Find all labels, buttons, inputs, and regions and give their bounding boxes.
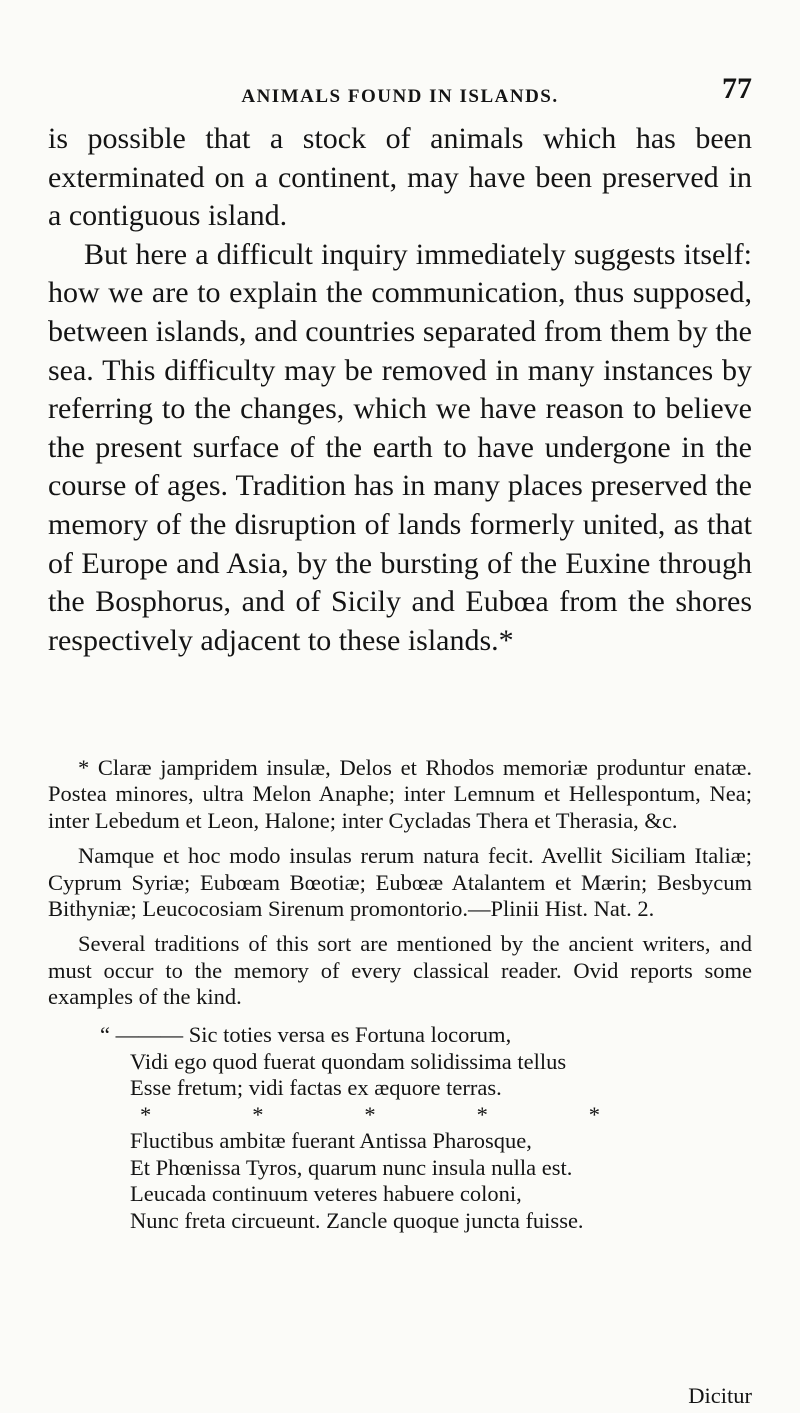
poem-line: Nunc freta circueunt. Zancle quoque juncta fuisse. — [130, 1207, 584, 1233]
body-paragraph: is possible that a stock of animals which has been exterminated on a continent, may have been preserved in a contiguous island. — [48, 122, 752, 233]
poem-line: Leucada continuum veteres habuere coloni, — [130, 1181, 522, 1206]
catchword: Dicitur — [688, 1383, 752, 1408]
footnote: Several traditions of this sort are mentioned by the ancient writers, and must occur to the memory of every classical reader. Ovid reports some examples of the kind. — [48, 931, 752, 1010]
body-paragraph: But here a difficult inquiry immediately suggests itself: how we are to explain the communication, thus supposed, between islands, and countries separated from them by the sea. This difficulty may be removed in many instances by referring to the changes, which we have reason to believe the present surface of the earth to have undergone in the course of ages. Tradition has in many places preserved the memory of the disruption of lands formerly united, as that of Europe and Asia, by the bursting of the Euxine through the Bosphorus, and of Sicily and Eubœa from the shores respectively adjacent to these islands.* — [48, 237, 752, 657]
poem-line: Vidi ego quod fuerat quondam solidissima tellus — [130, 1048, 567, 1074]
poem-line: Fluctibus ambitæ fuerant Antissa Pharosque, — [130, 1128, 532, 1153]
footnote: Namque et hoc modo insulas rerum natura fecit. Avellit Siciliam Italiæ; Cyprum Syriæ; Eubœam Bœotiæ; Eubœæ Atalantem et Mærin; Besbycum Bithyniæ; Leucocosiam Sirenum promontorio.—Plinii Hist. Nat. 2. — [48, 843, 752, 922]
star: * — [364, 1101, 376, 1127]
poem-line: Et Phœnissa Tyros, quarum nunc insula nulla est. — [130, 1154, 573, 1180]
page-number: 77 — [722, 72, 752, 105]
star: * — [252, 1101, 264, 1127]
star: * — [476, 1101, 488, 1127]
page-header — [48, 68, 752, 108]
poem-ellipsis-stars — [100, 1102, 600, 1129]
book-page — [48, 0, 752, 1413]
running-head: ANIMALS FOUND IN ISLANDS. — [241, 86, 559, 107]
star: * — [140, 1101, 152, 1127]
poem-line: “ ——— Sic toties versa es Fortuna locorum, — [100, 1022, 512, 1047]
main-text — [48, 120, 752, 660]
poem-quotation — [100, 1022, 740, 1234]
poem-opening-quote: “ ——— — [100, 1022, 189, 1047]
star: * — [588, 1101, 600, 1127]
footnote: * Claræ jampridem insulæ, Delos et Rhodos memoriæ produntur enatæ. Postea minores, ultra Melon Anaphe; inter Lemnum et Hellespontum, Nea; inter Lebedum et Leon, Halone; inter Cycladas Thera et Therasia, &c. — [48, 755, 752, 833]
poem-line: Esse fretum; vidi factas ex æquore terras. — [130, 1075, 502, 1100]
footnote-block — [48, 755, 752, 1020]
